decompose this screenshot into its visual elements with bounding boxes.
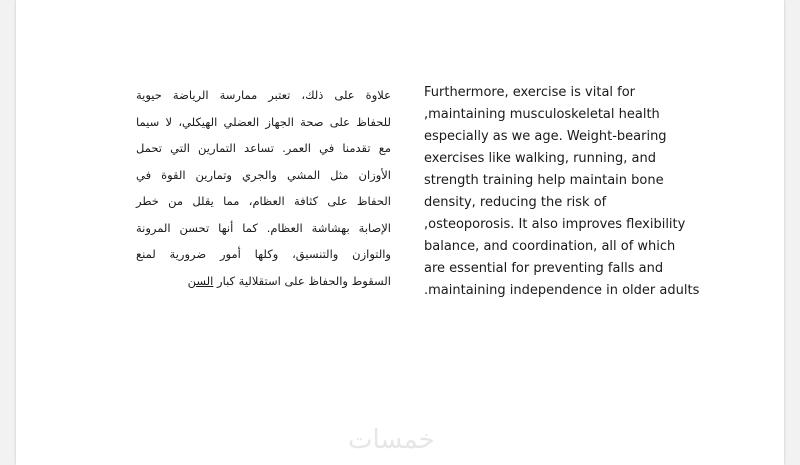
english-line: ,osteoporosis. It also improves flexibility <box>424 217 686 232</box>
arabic-line: والتوازن والتنسيق، وكلها أمور ضرورية لمنع <box>136 247 391 261</box>
english-line: .maintaining independence in older adults <box>424 283 700 298</box>
arabic-line: علاوة على ذلك، تعتبر ممارسة الرياضة حيوية <box>136 88 391 102</box>
arabic-line-last <box>136 268 391 295</box>
arabic-line: الإصابة بهشاشة العظام. كما أنها تحسن المرونة <box>136 220 391 235</box>
english-line: ,maintaining musculoskeletal health <box>424 107 660 122</box>
english-line: strength training help maintain bone <box>424 173 664 188</box>
english-line: Furthermore, exercise is vital for <box>424 85 636 100</box>
arabic-line: الحفاظ على كثافة العظام، مما يقلل من خطر <box>136 194 391 208</box>
arabic-line: للحفاظ على صحة الجهاز العضلي الهيكلي، لا سيما <box>136 114 391 129</box>
english-line: are essential for preventing falls and <box>424 261 664 276</box>
arabic-last-line-text: السقوط والحفاظ على استقلالية كبار <box>213 273 391 288</box>
document-page <box>16 0 784 465</box>
english-line: balance, and coordination, all of which <box>424 239 676 254</box>
english-paragraph <box>424 82 714 302</box>
english-line: especially as we age. Weight-bearing <box>424 129 667 144</box>
arabic-line: مع تقدمنا في العمر. تساعد التمارين التي تحمل <box>136 141 391 155</box>
watermark-logo: خمسات <box>348 425 435 455</box>
arabic-paragraph <box>136 82 391 294</box>
arabic-underlined-word: السن <box>187 273 214 288</box>
english-line: density, reducing the risk of <box>424 195 607 210</box>
english-line: exercises like walking, running, and <box>424 151 656 166</box>
arabic-line: الأوزان مثل المشي والجري وتمارين القوة في <box>136 167 391 182</box>
